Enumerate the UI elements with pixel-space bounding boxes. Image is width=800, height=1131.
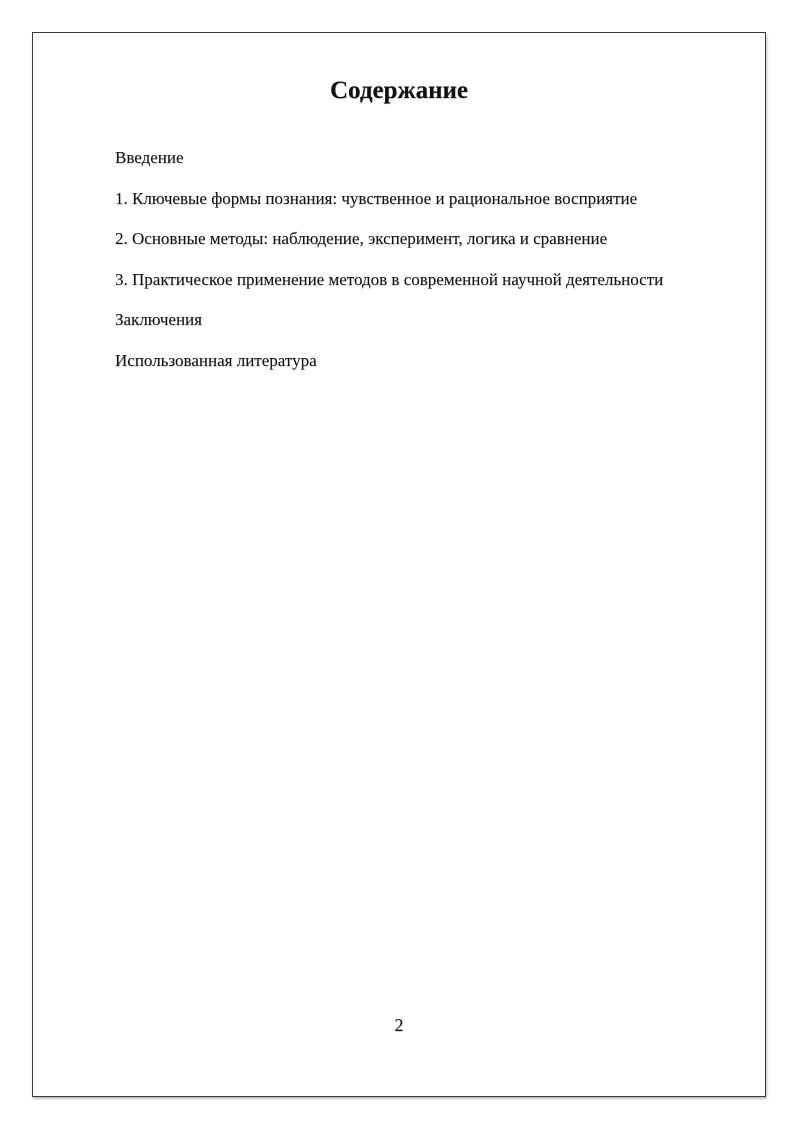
table-of-contents [115, 145, 663, 389]
toc-item-conclusions: Заключения [115, 310, 202, 330]
toc-item-chapter-1: 1. Ключевые формы познания: чувственное и рациональное восприятие [115, 188, 638, 208]
toc-item-chapter-2: 2. Основные методы: наблюдение, эксперимент, логика и сравнение [115, 229, 608, 249]
toc-item-references: Использованная литература [115, 350, 317, 370]
toc-item-introduction: Введение [115, 148, 184, 167]
page-title: Содержание [329, 77, 468, 104]
page-number: 2 [394, 1015, 404, 1035]
toc-item-chapter-3: 3. Практическое применение методов в современной научной деятельности [115, 269, 664, 289]
document-page [32, 32, 766, 1097]
